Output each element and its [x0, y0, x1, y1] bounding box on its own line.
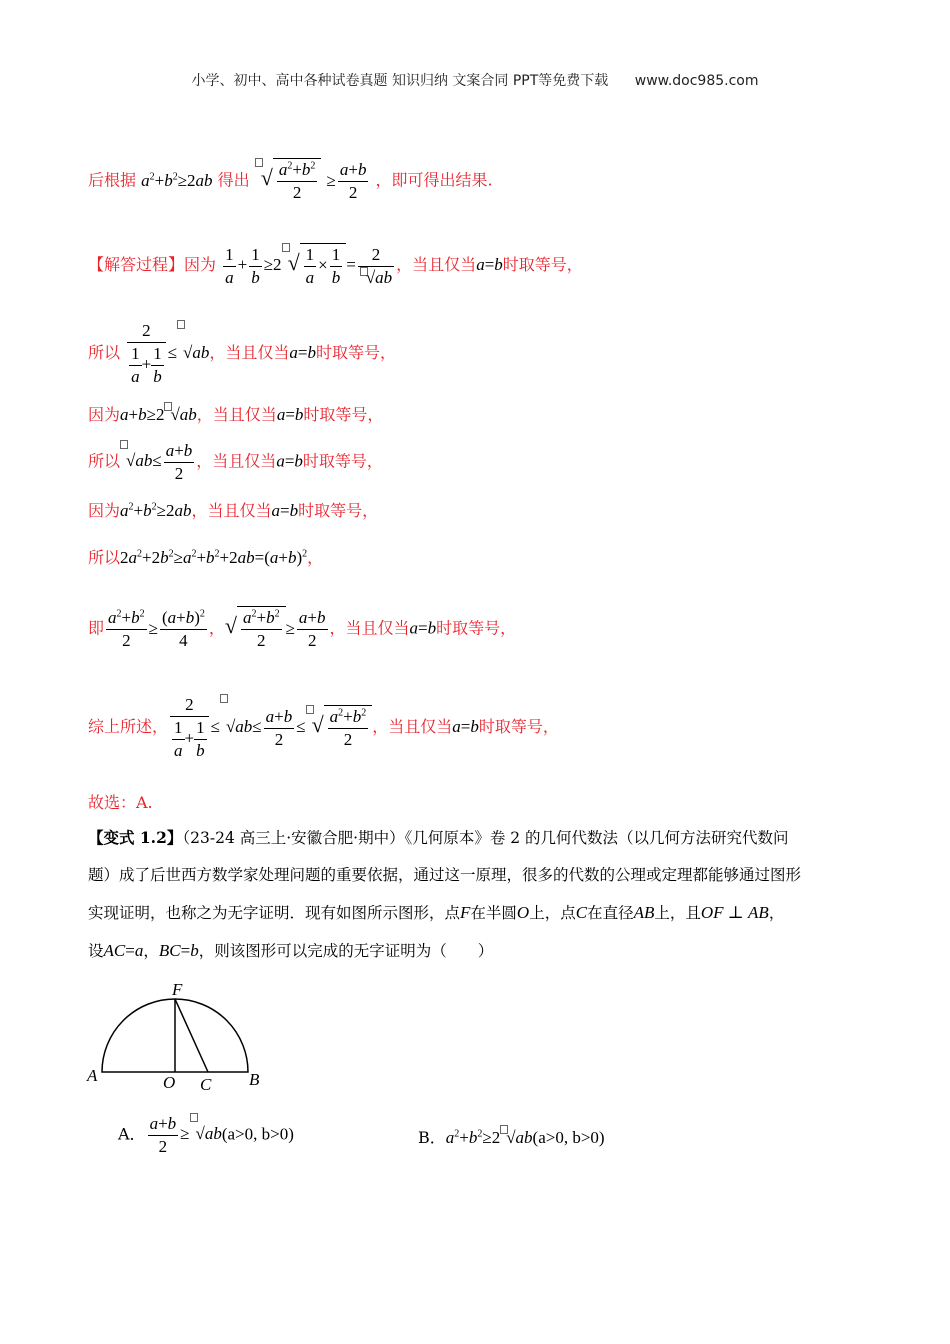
solution-line-2: 所以 2 $\frac{1}{a}$ + $\frac{1}{b}$ ≤ √ab，当且仅当a=b时取等号， [88, 321, 397, 386]
segment-fc [175, 999, 208, 1072]
label-b: B [249, 1070, 260, 1089]
solution-line-7: 即 $\frac{a^2+b^2}{2}$ ≥ $\frac{(a+b)^2}{4}$ ，√ $\frac{a^2+b^2}{2}$ ≥ $\frac{a+b}{2}$ ，当且仅当a=b时取等号， [88, 608, 517, 651]
option-a[interactable]: A． $\frac{a+b}{2}$ ≥ √ab(a>0, b>0) [118, 1114, 294, 1156]
semicircle-figure [84, 978, 274, 1098]
label-c: C [200, 1075, 212, 1094]
variant-problem: 【变式 1.2】（23-24 高三上·安徽合肥·期中）《几何原本》卷 2 的几何代数法（以几何方法研究代数问 题）成了后世西方数学家处理问题的重要依据，通过这一原理，很多的代数的公理或定理都能够通过图形 实现证明，也称之为无字证明．现有如图所示图形，点F在半圆O上，点C在直径AB上，且OF ⊥ AB， 设AC=a，BC=b，则该图形可以完成的无字证明为（ ） [88, 828, 802, 960]
label-a: A [87, 1066, 98, 1085]
solution-line-1: 【解答过程】因为 $\frac{1}{a}$ + $\frac{1}{b}$ ≥2 √ $\frac{1}{a}$ × $\frac{1}{b}$ = $\frac{2}{√ab}$ ，当且仅当a=b时取等号， [88, 244, 583, 287]
variant-tag: 【变式 1.2】 [88, 828, 183, 847]
label-o: O [163, 1073, 176, 1092]
solution-line-6: 所以$2a^2+2b^2\ge a^2+b^2+2ab=(a+b)^2$， [88, 548, 324, 567]
solution-tag: 【解答过程】 [88, 254, 185, 274]
solution-line-4: 所以 √ab≤ $\frac{a+b}{2}$ ，当且仅当a=b时取等号， [88, 441, 383, 483]
solution-summary: 综上所述， 2 $\frac{1}{a}$ + $\frac{1}{b}$ ≤ √ab≤ $\frac{a+b}{2}$ ≤ √ $\frac{a^2+b^2}{2}$ ，当且仅当a=b时取等号， [88, 695, 559, 760]
header-site[interactable]: www.doc985.com [634, 73, 759, 89]
solution-conclusion: 故选：A. [88, 793, 153, 812]
option-b[interactable]: B．$a^2+b^2\ge 2$ √ab(a>0, b>0) [418, 1125, 605, 1148]
hint-line: 后根据 $a^2+b^2\ge 2ab$ 得出 √ $\frac{a^2+b^2}{2}$ ≥ $\frac{a+b}{2}$ ，即可得出结果. [88, 160, 493, 203]
solution-line-5: 因为$a^2+b^2\ge 2ab$，当且仅当a=b时取等号， [88, 501, 379, 520]
header-banner: 小学、初中、高中各种试卷真题 知识归纳 文案合同 PPT等免费下载 [191, 73, 609, 89]
solution-line-3: 因为a+b≥2 √ab，当且仅当a=b时取等号， [88, 402, 383, 425]
label-f: F [172, 980, 183, 999]
page-header [0, 70, 950, 90]
